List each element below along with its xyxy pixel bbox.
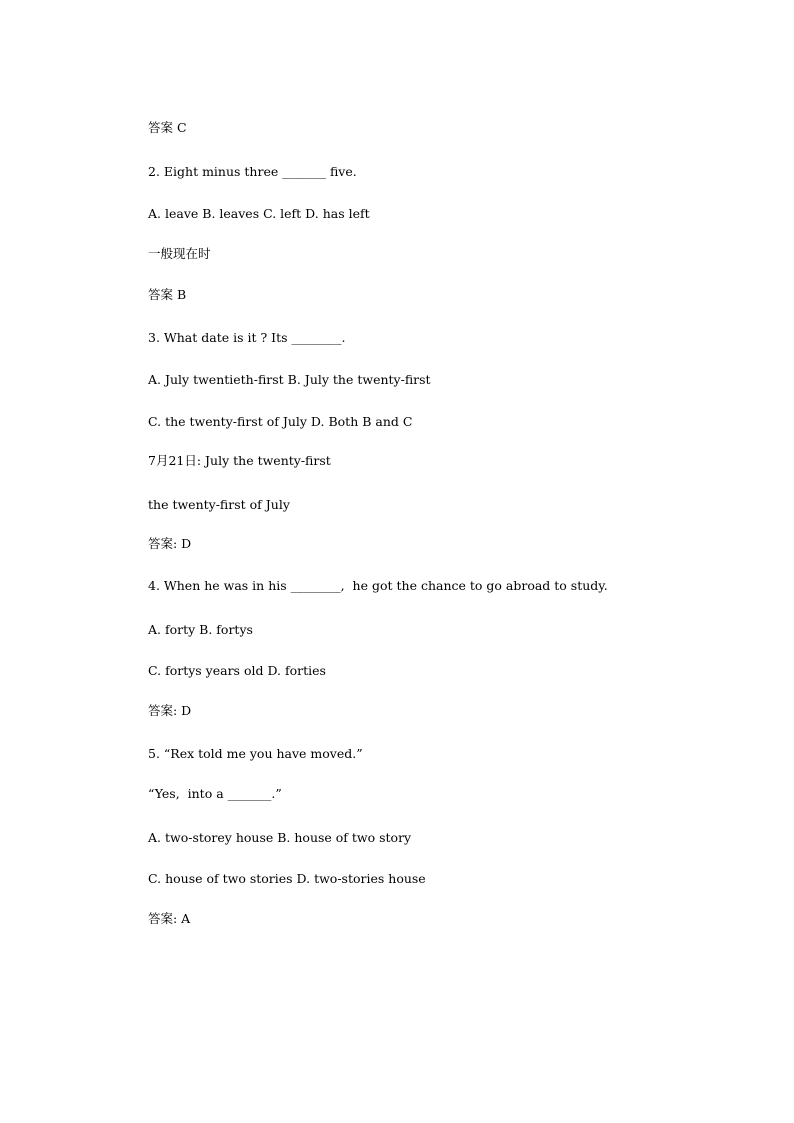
- question-4-options-line-1: A. forty B. fortys: [148, 622, 253, 637]
- answer-line: 答案: A: [148, 911, 191, 926]
- question-4-options-line-2: C. fortys years old D. forties: [148, 663, 326, 678]
- answer-line: 答案: D: [148, 703, 192, 718]
- explanation-line: 7月21日: July the twenty-first: [148, 453, 331, 468]
- question-5-options-line-1: A. two-storey house B. house of two story: [148, 830, 412, 845]
- question-4: 4. When he was in his ________, he got the chance to go abroad to study.: [148, 578, 608, 593]
- question-2-options: A. leave B. leaves C. left D. has left: [148, 206, 370, 221]
- question-5: 5. “Rex told me you have moved.”: [148, 746, 363, 761]
- question-3-options-line-1: A. July twentieth-first B. July the twenty-first: [148, 372, 431, 387]
- explanation-line: 一般现在时: [148, 246, 211, 261]
- question-3-options-line-2: C. the twenty-first of July D. Both B and C: [148, 414, 413, 429]
- answer-line: 答案: D: [148, 536, 192, 551]
- question-2: 2. Eight minus three _______ five.: [148, 164, 357, 179]
- question-5-options-line-2: C. house of two stories D. two-stories house: [148, 871, 426, 886]
- answer-line: 答案 C: [148, 120, 187, 135]
- question-3: 3. What date is it ? Its ________.: [148, 330, 346, 345]
- answer-line: 答案 B: [148, 287, 187, 302]
- explanation-line: the twenty-first of July: [148, 497, 290, 512]
- question-5-continued: “Yes, into a _______.”: [148, 786, 282, 801]
